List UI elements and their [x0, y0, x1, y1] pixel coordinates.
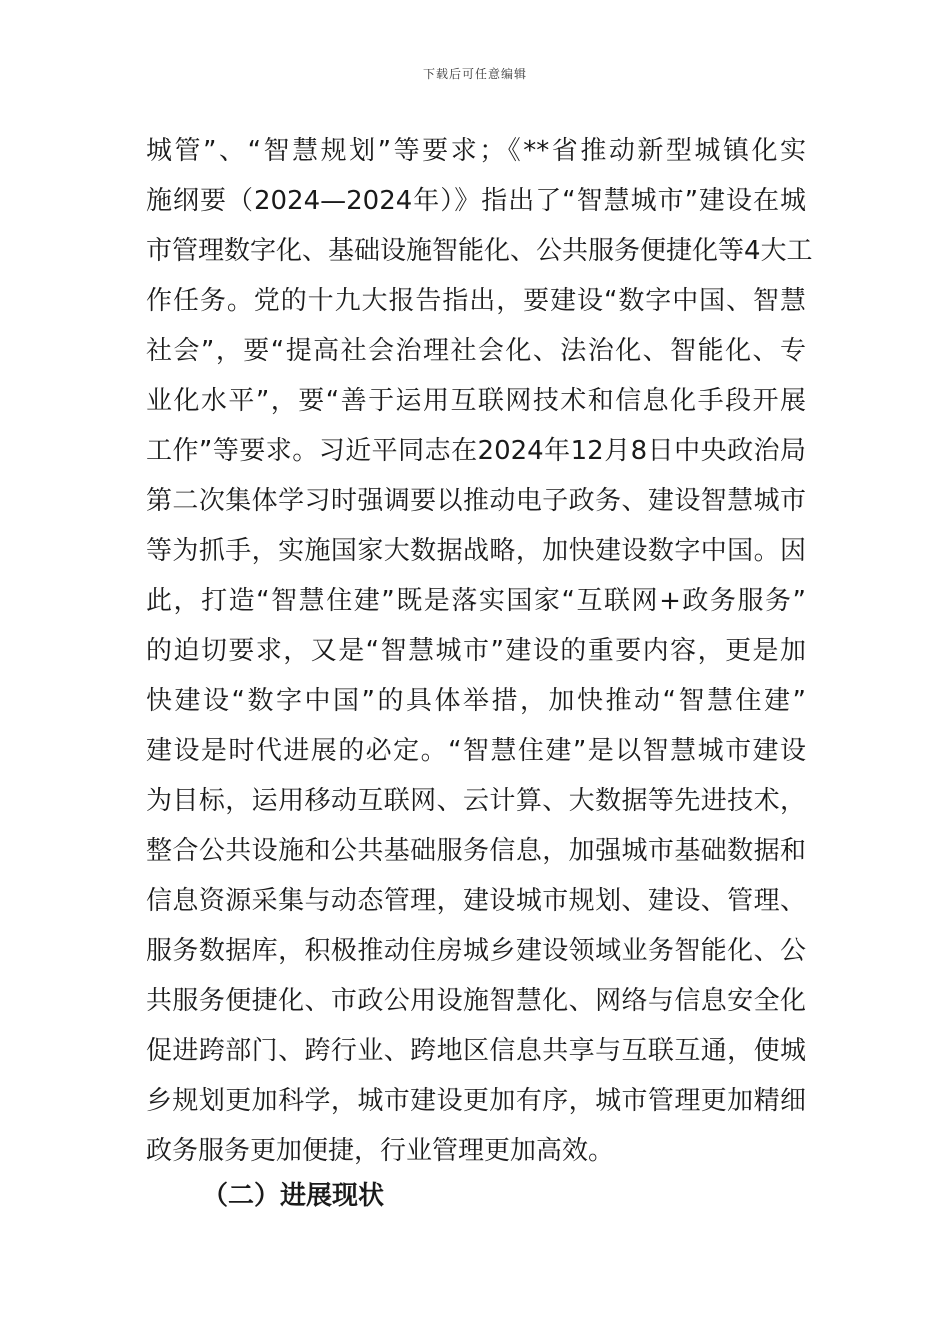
paragraph-line: 的迫切要求，又是“智慧城市”建设的重要内容，更是加: [146, 636, 806, 666]
paragraph-line: 政务服务更加便捷，行业管理更加高效。: [146, 1136, 615, 1166]
paragraph-line: 作任务。党的十九大报告指出，要建设“数字中国、智慧: [146, 286, 806, 316]
paragraph-line: 乡规划更加科学，城市建设更加有序，城市管理更加精细: [146, 1086, 806, 1116]
paragraph-line: 施纲要（2024—2024年）》指出了“智慧城市”建设在城: [146, 186, 806, 216]
paragraph-line: 为目标，运用移动互联网、云计算、大数据等先进技术，: [146, 786, 806, 816]
paragraph-line: 共服务便捷化、市政公用设施智慧化、网络与信息安全化: [146, 986, 806, 1016]
paragraph-line: 市管理数字化、基础设施智能化、公共服务便捷化等4大工: [146, 236, 813, 266]
paragraph-line: 城管”、“智慧规划”等要求；《**省推动新型城镇化实: [146, 136, 806, 166]
paragraph-line: 信息资源采集与动态管理，建设城市规划、建设、管理、: [146, 886, 806, 916]
paragraph-line: 工作”等要求。习近平同志在2024年12月8日中央政治局: [146, 436, 806, 466]
paragraph-line: 整合公共设施和公共基础服务信息，加强城市基础数据和: [146, 836, 806, 866]
paragraph-line: 建设是时代进展的必定。“智慧住建”是以智慧城市建设: [146, 736, 806, 766]
body-paragraph: [146, 126, 813, 1176]
paragraph-line: 促进跨部门、跨行业、跨地区信息共享与互联互通，使城: [146, 1036, 806, 1066]
paragraph-line: 服务数据库，积极推动住房城乡建设领域业务智能化、公: [146, 936, 806, 966]
paragraph-line: 第二次集体学习时强调要以推动电子政务、建设智慧城市: [146, 486, 806, 516]
section-heading: （二）进展现状: [202, 1181, 385, 1211]
page-header: 下载后可任意编辑: [422, 67, 527, 81]
paragraph-line: 社会”，要“提高社会治理社会化、法治化、智能化、专: [146, 336, 806, 366]
paragraph-line: 等为抓手，实施国家大数据战略，加快建设数字中国。因: [146, 536, 806, 566]
paragraph-line: 业化水平”，要“善于运用互联网技术和信息化手段开展: [146, 386, 806, 416]
paragraph-line: 此，打造“智慧住建”既是落实国家“互联网+政务服务”: [146, 586, 806, 616]
paragraph-line: 快建设“数字中国”的具体举措，加快推动“智慧住建”: [146, 686, 806, 716]
